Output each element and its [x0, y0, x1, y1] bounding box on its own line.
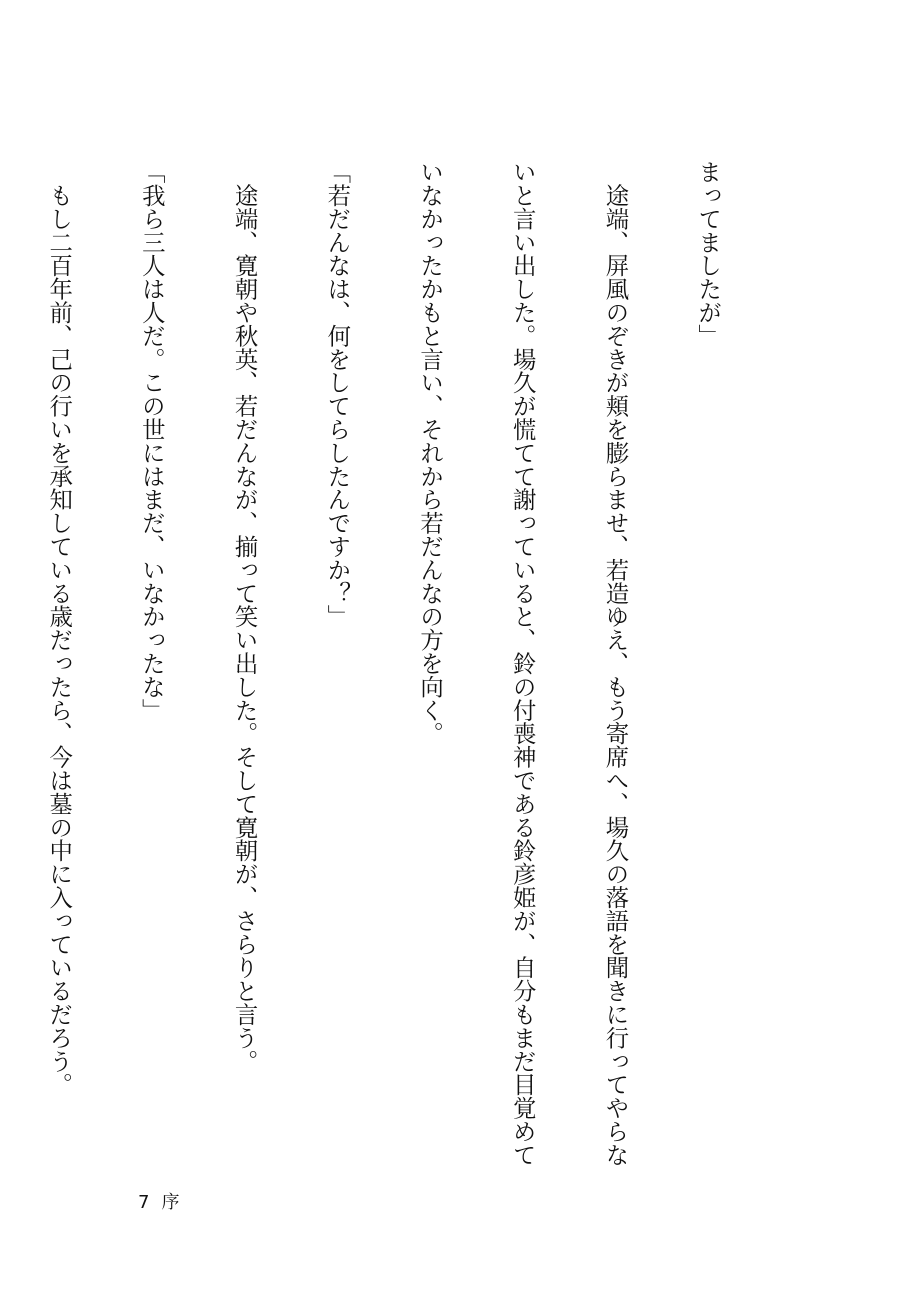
text-line: いと言い出した。場久が慌てて謝っていると、鈴の付喪神である鈴彦姫が、自分もまだ目覚めて [508, 160, 537, 1167]
text-line: まってましたが」 [694, 160, 723, 348]
text-line: 途端、屏風のぞきが頬を膨らませ、若造ゆえ、もう寄席へ、場久の落語を聞きに行ってやらな [601, 160, 630, 1167]
text-line: いなかったかもと言い、それから若だんなの方を向く。 [416, 160, 445, 745]
text-line: 途端、寛朝や秋英、若だんなが、揃って笑い出した。そして寛朝が、さらりと言う。 [230, 160, 259, 1073]
chapter-title: 序 [161, 1192, 180, 1213]
text-line: 「我ら三人は人だ。この世にはまだ、いなかったな」 [137, 160, 166, 722]
body-text [0, 160, 785, 1167]
text-line: もし二百年前、己の行いを承知している歳だったら、今は墓の中に入っているだろう。 [45, 160, 74, 1096]
page-number: 7 [138, 1192, 150, 1213]
text-line: 「若だんなは、何をしてらしたんですか？」 [323, 160, 352, 628]
page-footer [138, 1192, 179, 1214]
